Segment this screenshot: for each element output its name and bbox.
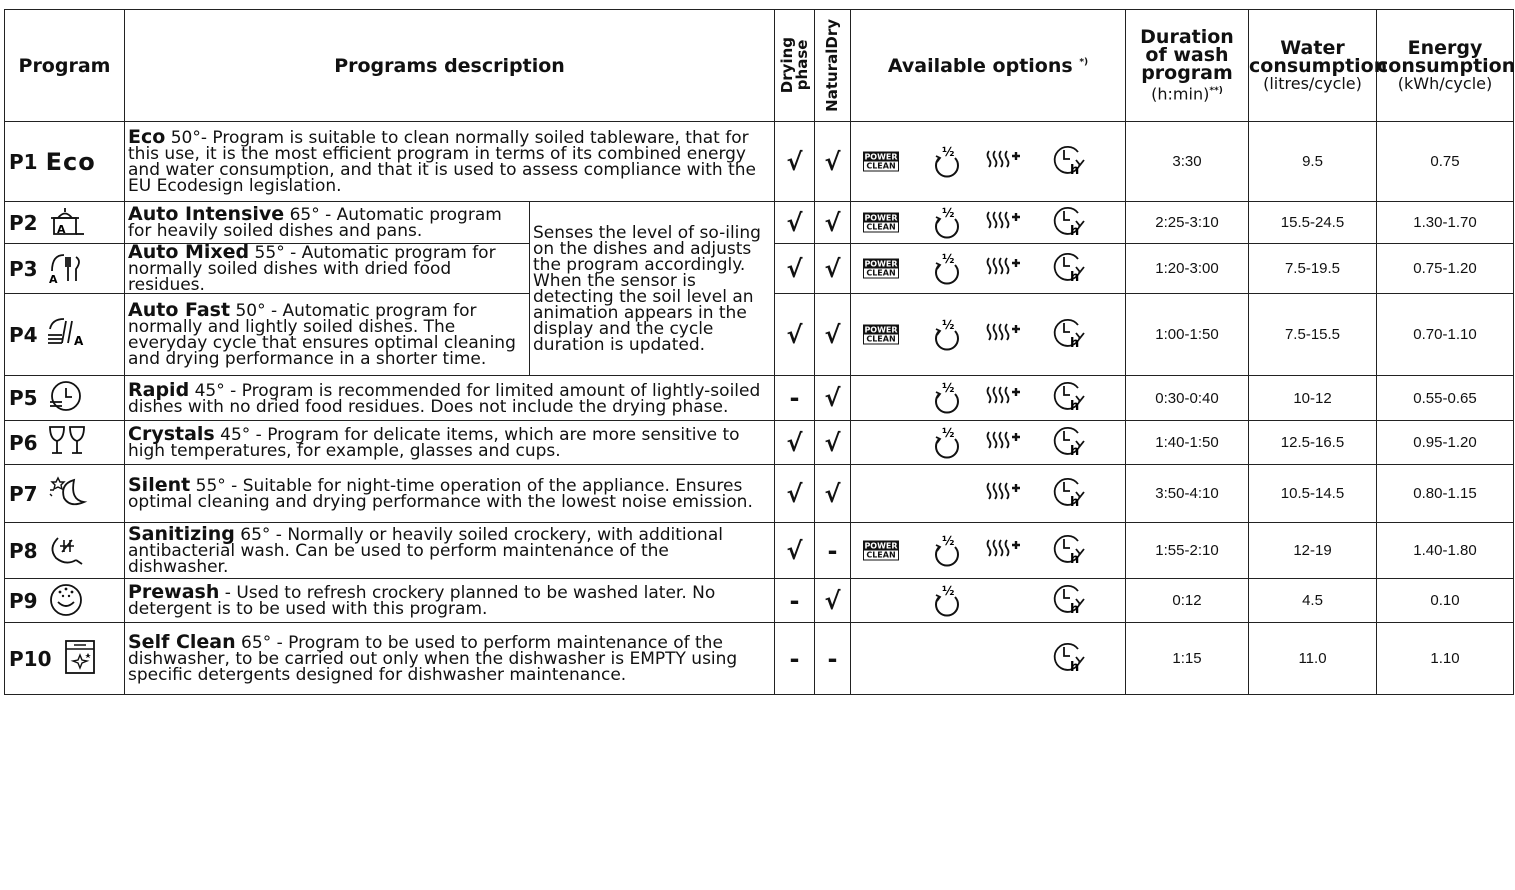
duration-value: 1:15	[1126, 623, 1249, 695]
sensor-note: Senses the level of so-iling on the dishes and adjusts the program accordingly. When the sensor is detecting the soil level an animation appears in the display and the cycle duration is updated.	[530, 202, 775, 376]
svg-text:½: ½	[942, 583, 955, 598]
program-temperature: 50°	[230, 301, 266, 321]
header-options-label: Available options	[887, 54, 1073, 77]
program-number: P8	[9, 538, 38, 563]
half-load-icon	[931, 203, 963, 243]
drying-phase-mark: √	[775, 202, 815, 244]
extra-dry-icon	[985, 318, 1023, 352]
delay-start-icon	[1048, 639, 1088, 679]
half-load-icon	[931, 581, 963, 621]
program-number: P5	[9, 386, 38, 410]
program-description	[125, 294, 530, 376]
program-cell	[5, 623, 125, 695]
natural-dry-mark: √	[815, 421, 851, 465]
svg-text:h: h	[1070, 269, 1080, 285]
program-temperature: 45°	[189, 380, 225, 401]
program-description-text: - Automatic program for normally and lightly soiled dishes. The everyday cycle that ensures optimal cleaning and drying performance in a shorter time.	[128, 301, 516, 369]
duration-value: 1:55-2:10	[1126, 523, 1249, 579]
program-number: P4	[9, 322, 38, 347]
program-description-text: - Used to refresh crockery planned to be washed later. No detergent is to be used with this program.	[128, 583, 716, 619]
header-options	[851, 10, 1126, 122]
svg-text:½: ½	[942, 381, 955, 395]
delay-start-icon	[1048, 249, 1088, 289]
table-row	[5, 202, 1514, 244]
header-water-l1: Water	[1280, 36, 1345, 59]
programs-table	[4, 9, 1514, 695]
program-temperature: 45°	[214, 425, 251, 445]
available-options	[851, 244, 1126, 294]
water-value: 7.5-15.5	[1249, 294, 1377, 376]
natural-dry-mark: √	[815, 294, 851, 376]
delay-start-icon	[1048, 378, 1088, 418]
program-description-text: - Program is recommended for limited amount of lightly-soiled dishes with no dried food residues. Does not include the drying phase.	[128, 380, 761, 417]
self-clean-icon	[60, 637, 100, 681]
program-temperature: 65°	[234, 525, 271, 545]
program-name: Auto Mixed	[128, 241, 250, 263]
rapid-clock-icon	[46, 378, 86, 418]
drying-phase-mark: √	[775, 294, 815, 376]
program-name: Auto Fast	[128, 299, 231, 321]
program-cell	[5, 421, 125, 465]
program-description	[125, 579, 775, 623]
program-description-text: - Automatic program for heavily soiled dishes and pans.	[128, 205, 502, 241]
svg-text:h: h	[1070, 601, 1080, 617]
energy-value: 0.75-1.20	[1377, 244, 1514, 294]
drying-phase-mark: -	[775, 579, 815, 623]
header-options-note: *)	[1079, 57, 1089, 68]
program-number: P1	[9, 149, 38, 174]
natural-dry-mark: -	[815, 623, 851, 695]
header-duration-l1: Duration	[1140, 25, 1234, 48]
duration-value: 1:00-1:50	[1126, 294, 1249, 376]
table-row	[5, 122, 1514, 202]
program-temperature: 55°	[190, 476, 226, 496]
water-value: 10.5-14.5	[1249, 465, 1377, 523]
half-load-icon	[931, 142, 963, 182]
header-program: Program	[5, 10, 125, 122]
program-description	[125, 421, 775, 465]
program-number: P10	[9, 646, 52, 671]
header-naturaldry-cell	[815, 10, 851, 122]
program-cell	[5, 523, 125, 579]
water-value: 11.0	[1249, 623, 1377, 695]
header-duration-unit: (h:min)	[1151, 84, 1210, 104]
header-water-unit: (litres/cycle)	[1263, 73, 1362, 93]
program-cell	[5, 294, 125, 376]
program-name: Sanitizing	[128, 523, 235, 545]
drying-phase-mark: √	[775, 421, 815, 465]
header-drying-phase: Drying phase	[777, 37, 811, 94]
header-energy-unit: (kWh/cycle)	[1397, 73, 1493, 93]
power-clean-line1: POWER	[864, 325, 898, 334]
svg-text:½: ½	[942, 425, 955, 440]
delay-start-icon	[1048, 203, 1088, 243]
program-description-text: - Automatic program for normally soiled dishes with dried food residues.	[128, 243, 496, 295]
header-duration	[1126, 10, 1249, 122]
program-cell	[5, 122, 125, 202]
natural-dry-mark: √	[815, 465, 851, 523]
available-options	[851, 294, 1126, 376]
natural-dry-mark: √	[815, 244, 851, 294]
program-number: P6	[9, 430, 38, 455]
extra-dry-icon	[985, 381, 1023, 415]
program-description	[125, 465, 775, 523]
drying-phase-mark: √	[775, 244, 815, 294]
program-cell	[5, 376, 125, 421]
power-clean-line2: CLEAN	[866, 334, 896, 343]
delay-start-icon	[1048, 142, 1088, 182]
power-clean-line1: POWER	[864, 259, 898, 268]
available-options	[851, 421, 1126, 465]
header-water	[1249, 10, 1388, 122]
program-description	[125, 122, 775, 202]
program-description-text: - Program is suitable to clean normally soiled tableware, that for this use, it is the most efficient program in terms of its combined energy and water consumption, and that it is used to assess compliance with the EU Ecodesign legislation.	[128, 128, 756, 196]
svg-text:h: h	[1070, 335, 1080, 351]
program-number: P7	[9, 481, 38, 506]
program-name: Eco	[128, 126, 166, 148]
program-name: Auto Intensive	[128, 203, 285, 225]
energy-value: 0.10	[1377, 579, 1514, 623]
svg-text:h: h	[1070, 659, 1080, 675]
program-cell	[5, 202, 125, 244]
half-load-icon	[931, 249, 963, 289]
energy-value: 0.95-1.20	[1377, 421, 1514, 465]
table-row	[5, 579, 1514, 623]
natural-dry-mark: -	[815, 523, 851, 579]
delay-start-icon	[1048, 315, 1088, 355]
svg-text:h: h	[1070, 399, 1080, 414]
available-options	[851, 465, 1126, 523]
available-options	[851, 376, 1126, 421]
program-description	[125, 376, 775, 421]
power-clean-icon	[863, 151, 899, 172]
svg-text:½: ½	[942, 317, 955, 332]
available-options	[851, 122, 1126, 202]
table-row	[5, 376, 1514, 421]
header-duration-l2: of wash	[1145, 43, 1229, 66]
drying-phase-mark: √	[775, 523, 815, 579]
program-description	[125, 623, 775, 695]
duration-value: 1:40-1:50	[1126, 421, 1249, 465]
half-load-icon	[931, 378, 963, 418]
available-options	[851, 579, 1126, 623]
svg-text:h: h	[1070, 494, 1080, 510]
svg-text:h: h	[1070, 551, 1080, 567]
power-clean-line1: POWER	[864, 152, 898, 161]
table-row	[5, 421, 1514, 465]
auto-intensive-pot-icon	[46, 204, 86, 242]
power-clean-line2: CLEAN	[866, 550, 896, 559]
header-drying-cell	[775, 10, 815, 122]
sanitizing-icon	[46, 530, 86, 572]
eco-icon: Eco	[45, 147, 96, 176]
header-duration-note: **)	[1209, 85, 1223, 96]
power-clean-icon	[863, 540, 899, 561]
extra-dry-icon	[985, 534, 1023, 568]
auto-mixed-cutlery-icon	[46, 249, 86, 289]
table-row	[5, 623, 1514, 695]
svg-text:h: h	[1070, 162, 1080, 178]
energy-value: 1.40-1.80	[1377, 523, 1514, 579]
extra-dry-icon	[985, 145, 1023, 179]
svg-text:½: ½	[942, 251, 955, 266]
program-name: Prewash	[128, 581, 220, 603]
header-water-l2: consumption	[1249, 54, 1388, 77]
natural-dry-mark: √	[815, 122, 851, 202]
crystals-glasses-icon	[46, 423, 90, 463]
svg-text:A: A	[48, 272, 58, 285]
half-load-icon	[931, 423, 963, 463]
delay-start-icon	[1048, 581, 1088, 621]
power-clean-line2: CLEAN	[866, 161, 896, 170]
drying-phase-mark: √	[775, 122, 815, 202]
svg-text:A: A	[73, 333, 83, 348]
program-temperature: 55°	[249, 243, 285, 263]
svg-text:h: h	[1070, 223, 1080, 239]
extra-dry-icon	[985, 206, 1023, 240]
program-temperature: 65°	[284, 205, 320, 225]
power-clean-icon	[863, 258, 899, 279]
water-value: 10-12	[1249, 376, 1377, 421]
water-value: 12.5-16.5	[1249, 421, 1377, 465]
header-energy-l2: consumption	[1377, 54, 1515, 77]
energy-value: 0.55-0.65	[1377, 376, 1514, 421]
water-value: 7.5-19.5	[1249, 244, 1377, 294]
header-row	[5, 10, 1514, 122]
program-description-text: - Program to be used to perform maintenance of the dishwasher, to be carried out only when the dishwasher is EMPTY using specific detergents designed for dishwasher maintenance.	[128, 633, 738, 685]
energy-value: 1.10	[1377, 623, 1514, 695]
power-clean-line1: POWER	[864, 541, 898, 550]
program-cell	[5, 579, 125, 623]
extra-dry-icon	[985, 426, 1023, 460]
program-name: Rapid	[128, 378, 190, 401]
header-energy	[1377, 10, 1514, 122]
table-row	[5, 465, 1514, 523]
half-load-icon	[931, 315, 963, 355]
header-duration-l3: program	[1141, 61, 1233, 84]
program-name: Self Clean	[128, 631, 236, 653]
water-value: 4.5	[1249, 579, 1377, 623]
extra-dry-icon	[985, 252, 1023, 286]
silent-moon-icon	[46, 472, 90, 516]
natural-dry-mark: √	[815, 202, 851, 244]
svg-text:h: h	[1070, 443, 1080, 459]
prewash-icon	[46, 580, 86, 622]
duration-value: 3:30	[1126, 122, 1249, 202]
delay-start-icon	[1048, 531, 1088, 571]
header-description: Programs description	[125, 10, 775, 122]
power-clean-icon	[863, 324, 899, 345]
header-energy-l1: Energy	[1407, 36, 1483, 59]
energy-value: 0.75	[1377, 122, 1514, 202]
program-name: Crystals	[128, 423, 215, 445]
available-options	[851, 202, 1126, 244]
program-number: P3	[9, 256, 38, 281]
power-clean-line2: CLEAN	[866, 222, 896, 231]
program-description	[125, 202, 530, 244]
program-number: P2	[9, 210, 38, 235]
svg-text:½: ½	[942, 205, 955, 220]
available-options	[851, 523, 1126, 579]
duration-value: 0:30-0:40	[1126, 376, 1249, 421]
available-options	[851, 623, 1126, 695]
half-load-icon	[931, 531, 963, 571]
program-temperature: 65°	[235, 633, 272, 653]
svg-text:½: ½	[942, 533, 955, 548]
auto-fast-icon	[46, 315, 90, 355]
water-value: 15.5-24.5	[1249, 202, 1377, 244]
water-value: 12-19	[1249, 523, 1377, 579]
program-description	[125, 523, 775, 579]
drying-phase-mark: -	[775, 376, 815, 421]
program-description-text: - Program for delicate items, which are more sensitive to high temperatures, for example, glasses and cups.	[128, 425, 740, 461]
program-description-text: - Normally or heavily soiled crockery, with additional antibacterial wash. Can be used to perform maintenance of the dishwasher.	[128, 525, 723, 577]
power-clean-line1: POWER	[864, 213, 898, 222]
power-clean-line2: CLEAN	[866, 268, 896, 277]
duration-value: 1:20-3:00	[1126, 244, 1249, 294]
table-row	[5, 523, 1514, 579]
programs-body	[5, 122, 1514, 695]
header-natural-dry: NaturalDry	[823, 19, 841, 112]
energy-value: 0.80-1.15	[1377, 465, 1514, 523]
water-value: 9.5	[1249, 122, 1377, 202]
program-description	[125, 241, 530, 295]
svg-text:A: A	[56, 222, 66, 236]
delay-start-icon	[1048, 423, 1088, 463]
power-clean-icon	[863, 212, 899, 233]
program-cell	[5, 465, 125, 523]
duration-value: 2:25-3:10	[1126, 202, 1249, 244]
program-temperature: 50°	[165, 128, 201, 148]
drying-phase-mark: √	[775, 465, 815, 523]
program-cell	[5, 244, 125, 294]
svg-text:½: ½	[942, 144, 955, 159]
duration-value: 3:50-4:10	[1126, 465, 1249, 523]
extra-dry-icon	[985, 477, 1023, 511]
program-name: Silent	[128, 474, 191, 496]
energy-value: 1.30-1.70	[1377, 202, 1514, 244]
duration-value: 0:12	[1126, 579, 1249, 623]
delay-start-icon	[1048, 474, 1088, 514]
program-description-text: - Suitable for night-time operation of the appliance. Ensures optimal cleaning and drying performance with the lowest noise emission.	[128, 476, 753, 512]
program-number: P9	[9, 588, 38, 613]
natural-dry-mark: √	[815, 376, 851, 421]
natural-dry-mark: √	[815, 579, 851, 623]
energy-value: 0.70-1.10	[1377, 294, 1514, 376]
drying-phase-mark: -	[775, 623, 815, 695]
